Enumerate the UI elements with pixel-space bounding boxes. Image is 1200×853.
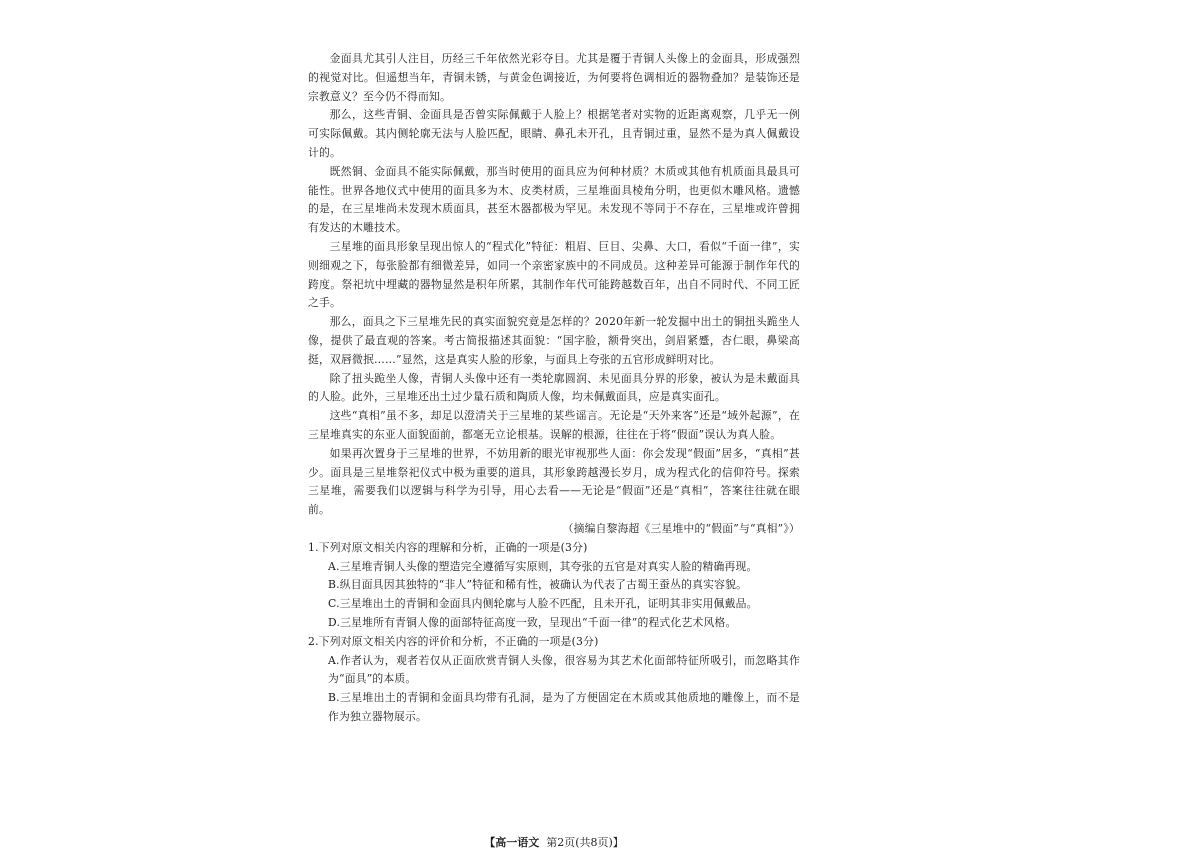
question-2-option-a: A.作者认为，观者若仅从正面欣赏青铜人头像，很容易为其艺术化面部特征所吸引，而忽略其作为“面具”的本质。: [328, 653, 800, 686]
source-citation: （摘编自黎海超《三星堆中的“假面”与“真相”》）: [562, 521, 800, 535]
exam-page: [308, 50, 800, 849]
footer-subject: 【高一语文: [484, 836, 540, 849]
passage-paragraph-1: 金面具尤其引人注目，历经三千年依然光彩夺目。尤其是覆于青铜人头像上的金面具，形成强烈的视觉对比。但遥想当年，青铜未锈，与黄金色调接近，为何要将色调相近的器物叠加？是装饰还是宗教意义？至今仍不得而知。: [308, 52, 800, 103]
question-1-option-d: D.三星堆所有青铜人像的面部特征高度一致，呈现出“千面一律”的程式化艺术风格。: [328, 615, 737, 629]
page-footer: [308, 834, 800, 853]
passage-paragraph-2: 那么，这些青铜、金面具是否曾实际佩戴于人脸上？根据笔者对实物的近距离观察，几乎无一例可实际佩戴。其内侧轮廓无法与人脸匹配，眼睛、鼻孔未开孔，且青铜过重，显然不是为真人佩戴设计的。: [308, 108, 800, 159]
passage-paragraph-8: 如果再次置身于三星堆的世界，不妨用新的眼光审视那些人面：你会发现“假面”居多，“真相”甚少。面具是三星堆祭祀仪式中极为重要的道具，其形象跨越漫长岁月，成为程式化的信仰符号。探索三星堆，需要我们以逻辑与科学为引导，用心去看——无论是“假面”还是“真相”，答案往往就在眼前。: [308, 446, 800, 517]
passage-paragraph-3: 既然铜、金面具不能实际佩戴，那当时使用的面具应为何种材质？木质或其他有机质面具最具可能性。世界各地仪式中使用的面具多为木、皮类材质，三星堆面具棱角分明，也更似木雕风格。遗憾的是，在三星堆尚未发现木质面具，甚至木器都极为罕见。未发现不等同于不存在，三星堆或许曾拥有发达的木雕技术。: [308, 164, 800, 235]
question-2-option-b: B.三星堆出土的青铜和金面具均带有孔洞，是为了方便固定在木质或其他质地的雕像上，而不是作为独立器物展示。: [328, 691, 800, 723]
question-1-option-a: A.三星堆青铜人头像的塑造完全遵循写实原则，其夸张的五官是对真实人脸的精确再现。: [328, 559, 758, 573]
question-2-stem: 2.下列对原文相关内容的评价和分析，不正确的一项是(3分): [308, 634, 599, 648]
question-1-option-c: C.三星堆出土的青铜和金面具内侧轮廓与人脸不匹配，且未开孔，证明其非实用佩戴品。: [328, 597, 758, 611]
passage-paragraph-5: 那么，面具之下三星堆先民的真实面貌究竟是怎样的？2020年新一轮发掘中出土的铜扭头跪坐人像，提供了最直观的答案。考古简报描述其面貌：“国字脸，额骨突出，剑眉紧蹙，杏仁眼，鼻梁高挺，双唇微抿……”显然，这是真实人脸的形象，与面具上夸张的五官形成鲜明对比。: [308, 315, 800, 366]
question-1-stem: 1.下列对原文相关内容的理解和分析，正确的一项是(3分): [308, 540, 588, 554]
footer-page-number: 第2页(共8页)】: [546, 836, 624, 849]
passage-paragraph-4: 三星堆的面具形象呈现出惊人的“程式化”特征：粗眉、巨目、尖鼻、大口，看似“千面一律”，实则细观之下，每张脸都有细微差异，如同一个亲密家族中的不同成员。这种差异可能源于制作年代的跨度。祭祀坑中埋藏的器物显然是积年所累，其制作年代可能跨越数百年，出自不同时代、不同工匠之手。: [308, 239, 800, 310]
passage-paragraph-6: 除了扭头跪坐人像，青铜人头像中还有一类轮廓圆润、未见面具分界的形象，被认为是未戴面具的人脸。此外，三星堆还出土过少量石质和陶质人像，均未佩戴面具，应是真实面孔。: [308, 371, 800, 404]
question-1-option-b: B.纵目面具因其独特的“非人”特征和稀有性，被确认为代表了古蜀王蚕丛的真实容貌。: [328, 578, 748, 592]
passage-paragraph-7: 这些“真相”虽不多，却足以澄清关于三星堆的某些谣言。无论是“天外来客”还是“域外起源”，在三星堆真实的东亚人面貌面前，都毫无立论根基。误解的根源，往往在于将“假面”误认为真人脸。: [308, 409, 800, 441]
